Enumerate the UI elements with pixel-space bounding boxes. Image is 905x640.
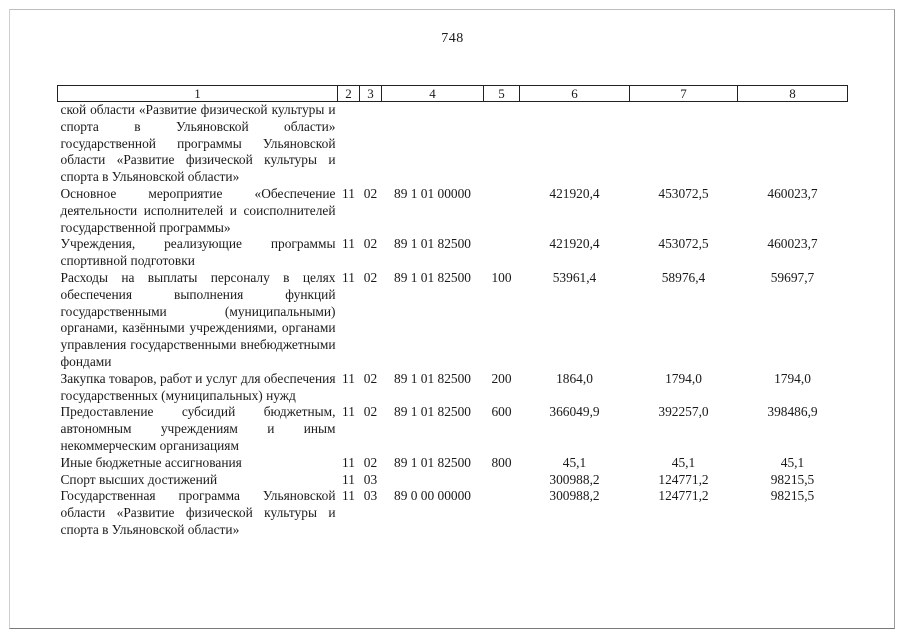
row-target-code: 89 1 01 82500 [394, 454, 471, 470]
table-row [58, 102, 848, 186]
row-subsection: 02 [363, 185, 378, 201]
row-subsection: 02 [363, 370, 378, 386]
table-row [58, 455, 848, 472]
row-value-col6: 366049,9 [549, 404, 600, 420]
column-header: 6 [520, 86, 630, 102]
column-header: 2 [338, 86, 360, 102]
row-subsection: 02 [363, 269, 378, 285]
row-section: 11 [342, 471, 355, 487]
row-value-col8 [738, 102, 848, 186]
row-subsection: 02 [363, 404, 378, 420]
column-header: 1 [58, 86, 338, 102]
row-value-col8: 460023,7 [767, 236, 818, 252]
row-value-col6: 300988,2 [549, 488, 600, 504]
row-target-code [382, 472, 484, 489]
table-row [58, 270, 848, 371]
row-value-col8: 98215,5 [770, 488, 815, 504]
row-value-col8: 98215,5 [770, 471, 815, 487]
row-value-col6: 300988,2 [549, 471, 600, 487]
row-name: ской области «Развитие физической культуры и спорта в Ульяновской области» государственной программы Ульяновской области «Развитие физической культуры и спорта в Ульяновской области» [60, 102, 336, 185]
budget-table [57, 85, 848, 539]
row-expense-type [484, 472, 520, 489]
row-value-col7: 392257,0 [658, 404, 709, 420]
row-section [338, 102, 360, 186]
row-value-col7: 45,1 [671, 454, 696, 470]
row-value-col8: 1794,0 [774, 370, 811, 386]
row-subsection [360, 102, 382, 186]
table-row [58, 472, 848, 489]
row-section: 11 [342, 370, 355, 386]
table-row [58, 371, 848, 405]
row-value-col6 [520, 102, 630, 186]
row-name: Основное мероприятие «Обеспечение деятельности исполнителей и соисполнителей государственной программы» [60, 185, 336, 235]
row-name: Спорт высших достижений [60, 471, 218, 487]
page-number: 748 [441, 31, 464, 46]
row-expense-type [484, 236, 520, 270]
column-header: 3 [360, 86, 382, 102]
column-header: 4 [382, 86, 484, 102]
table-row [58, 488, 848, 538]
row-target-code: 89 1 01 82500 [394, 269, 471, 285]
row-value-col8: 460023,7 [767, 185, 818, 201]
row-value-col7 [630, 102, 738, 186]
row-value-col8: 59697,7 [770, 269, 815, 285]
row-section: 11 [342, 404, 355, 420]
row-section: 11 [342, 454, 355, 470]
row-expense-type [484, 488, 520, 538]
row-name: Закупка товаров, работ и услуг для обеспечения государственных (муниципальных) нужд [60, 370, 336, 403]
row-expense-type [484, 186, 520, 236]
row-subsection: 03 [363, 488, 378, 504]
row-value-col6: 45,1 [562, 454, 587, 470]
row-expense-type: 800 [491, 454, 512, 470]
row-value-col6: 421920,4 [549, 236, 600, 252]
row-value-col7: 124771,2 [658, 471, 709, 487]
row-target-code: 89 0 00 00000 [394, 488, 471, 504]
row-subsection: 02 [363, 454, 378, 470]
table-row [58, 404, 848, 454]
row-subsection: 02 [363, 236, 378, 252]
row-target-code: 89 1 01 00000 [394, 185, 471, 201]
column-header: 8 [738, 86, 848, 102]
row-value-col7: 1794,0 [665, 370, 702, 386]
row-value-col8: 398486,9 [767, 404, 818, 420]
row-value-col8: 45,1 [780, 454, 805, 470]
row-expense-type [484, 102, 520, 186]
table-row [58, 236, 848, 270]
row-value-col6: 1864,0 [556, 370, 593, 386]
row-value-col7: 453072,5 [658, 185, 709, 201]
row-expense-type: 600 [491, 404, 512, 420]
row-section: 11 [342, 488, 355, 504]
row-name: Учреждения, реализующие программы спортивной подготовки [60, 236, 336, 269]
row-value-col7: 453072,5 [658, 236, 709, 252]
row-expense-type: 200 [491, 370, 512, 386]
row-name: Иные бюджетные ассигнования [60, 454, 242, 470]
row-target-code [382, 102, 484, 186]
column-header: 5 [484, 86, 520, 102]
row-value-col7: 124771,2 [658, 488, 709, 504]
column-header: 7 [630, 86, 738, 102]
row-target-code: 89 1 01 82500 [394, 404, 471, 420]
row-name: Государственная программа Ульяновской области «Развитие физической культуры и спорта в Ульяновской области» [60, 488, 336, 537]
row-name: Предоставление субсидий бюджетным, автономным учреждениям и иным некоммерческим организациям [60, 404, 336, 453]
row-expense-type: 100 [491, 269, 512, 285]
row-target-code: 89 1 01 82500 [394, 236, 471, 252]
row-subsection: 03 [363, 471, 378, 487]
row-value-col6: 421920,4 [549, 185, 600, 201]
row-section: 11 [342, 185, 355, 201]
row-name: Расходы на выплаты персоналу в целях обеспечения выполнения функций государственными (муниципальными) органами, казёнными учреждениями, органами управления государственными внебюджетными фондами [60, 269, 336, 369]
row-value-col6: 53961,4 [552, 269, 597, 285]
header-row [58, 86, 848, 102]
table-row [58, 186, 848, 236]
row-target-code: 89 1 01 82500 [394, 370, 471, 386]
row-section: 11 [342, 269, 355, 285]
row-section: 11 [342, 236, 355, 252]
row-value-col7: 58976,4 [661, 269, 706, 285]
